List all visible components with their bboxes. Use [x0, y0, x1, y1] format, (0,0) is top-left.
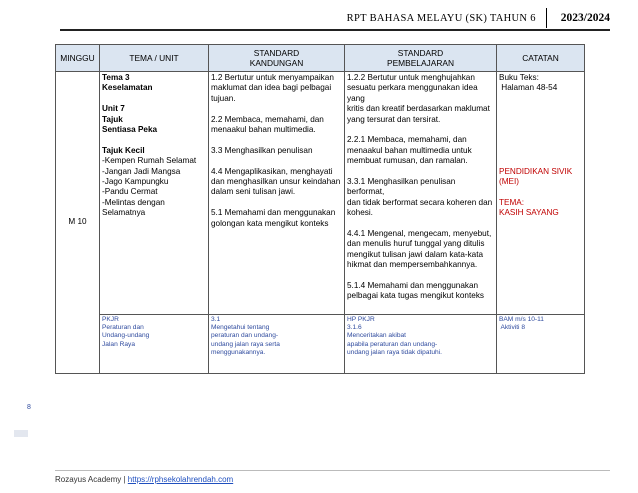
catatan-cell: Buku Teks: Halaman 48-54 PENDIDIKAN SIVIK (MEI) TEMA: KASIH SAYANG	[497, 72, 585, 315]
pkjr-sp-cell: HP PKJR 3.1.6 Menceritakan akibat apabila peraturan dan undang- undang jalan raya tidak dipatuhi.	[345, 315, 497, 374]
pkjr-sk-cell: 3.1 Mengetahui tentang peraturan dan undang- undang jalan raya serta menggunakannya.	[209, 315, 345, 374]
tema-cell: Tema 3 Keselamatan Unit 7 Tajuk Sentiasa Peka Tajuk Kecil -Kempen Rumah Selamat -Jangan Jadi Mangsa -Jago Kampungku -Pandu Cermat -Melintas dengan Selamatnya	[100, 72, 209, 315]
week-cell: M 10	[56, 72, 100, 374]
footer-separator: |	[121, 475, 128, 484]
header-standard-kandungan: STANDARD KANDUNGAN	[209, 45, 345, 72]
header-rule	[60, 29, 610, 31]
standard-kandungan-cell: 1.2 Bertutur untuk menyampaikan maklumat dan idea bagi pelbagai tujuan. 2.2 Membaca, memahami, dan menaakul bahan multimedia. 3.3 Menghasilkan penulisan 4.4 Mengaplikasikan, menghayati dan menghasilkan unsur keindahan dalam seni tulisan jawi. 5.1 Memahami dan menggunakan golongan kata mengikut konteks	[209, 72, 345, 315]
standard-pembelajaran-cell: 1.2.2 Bertutur untuk menghujahkan sesuatu perkara menggunakan idea yang kritis dan kreatif berdasarkan maklumat yang tersurat dan tersirat. 2.2.1 Membaca, memahami, dan menaakul bahan multimedia untuk membuat rumusan, dan ramalan. 3.3.1 Menghasilkan penulisan berformat, dan tidak berformat secara koheren dan kohesi. 4.4.1 Mengenal, mengecam, menyebut, dan menulis huruf tunggal yang ditulis mengikut tulisan jawi dalam kata-kata hikmat dan mempersembahkannya. 5.1.4 Memahami dan menggunakan pelbagai kata tugas mengikut konteks	[345, 72, 497, 315]
side-page-number: 8	[27, 404, 31, 411]
page-footer	[55, 475, 233, 484]
pkjr-tema-cell: PKJR Peraturan dan Undang-undang Jalan Raya	[100, 315, 209, 374]
table-row-pkjr	[56, 315, 585, 374]
header-standard-pembelajaran: STANDARD PEMBELAJARAN	[345, 45, 497, 72]
footer-rule	[55, 470, 610, 471]
pkjr-catatan-cell: BAM m/s 10-11 Aktiviti 8	[497, 315, 585, 374]
header-tema-unit: TEMA / UNIT	[100, 45, 209, 72]
page-header	[60, 8, 610, 28]
sivik-note: PENDIDIKAN SIVIK (MEI)	[499, 166, 573, 187]
rpt-table	[55, 44, 585, 374]
side-marker	[14, 430, 28, 437]
footer-link[interactable]: https://rphsekolahrendah.com	[127, 475, 234, 484]
footer-brand: Rozayus Academy	[55, 475, 122, 484]
header-minggu: MINGGU	[56, 45, 100, 72]
document-year: 2023/2024	[560, 12, 610, 24]
document-title: RPT BAHASA MELAYU (SK) TAHUN 6	[346, 13, 536, 24]
header-catatan: CATATAN	[497, 45, 585, 72]
table-row	[56, 72, 585, 315]
table-header-row	[56, 45, 585, 72]
